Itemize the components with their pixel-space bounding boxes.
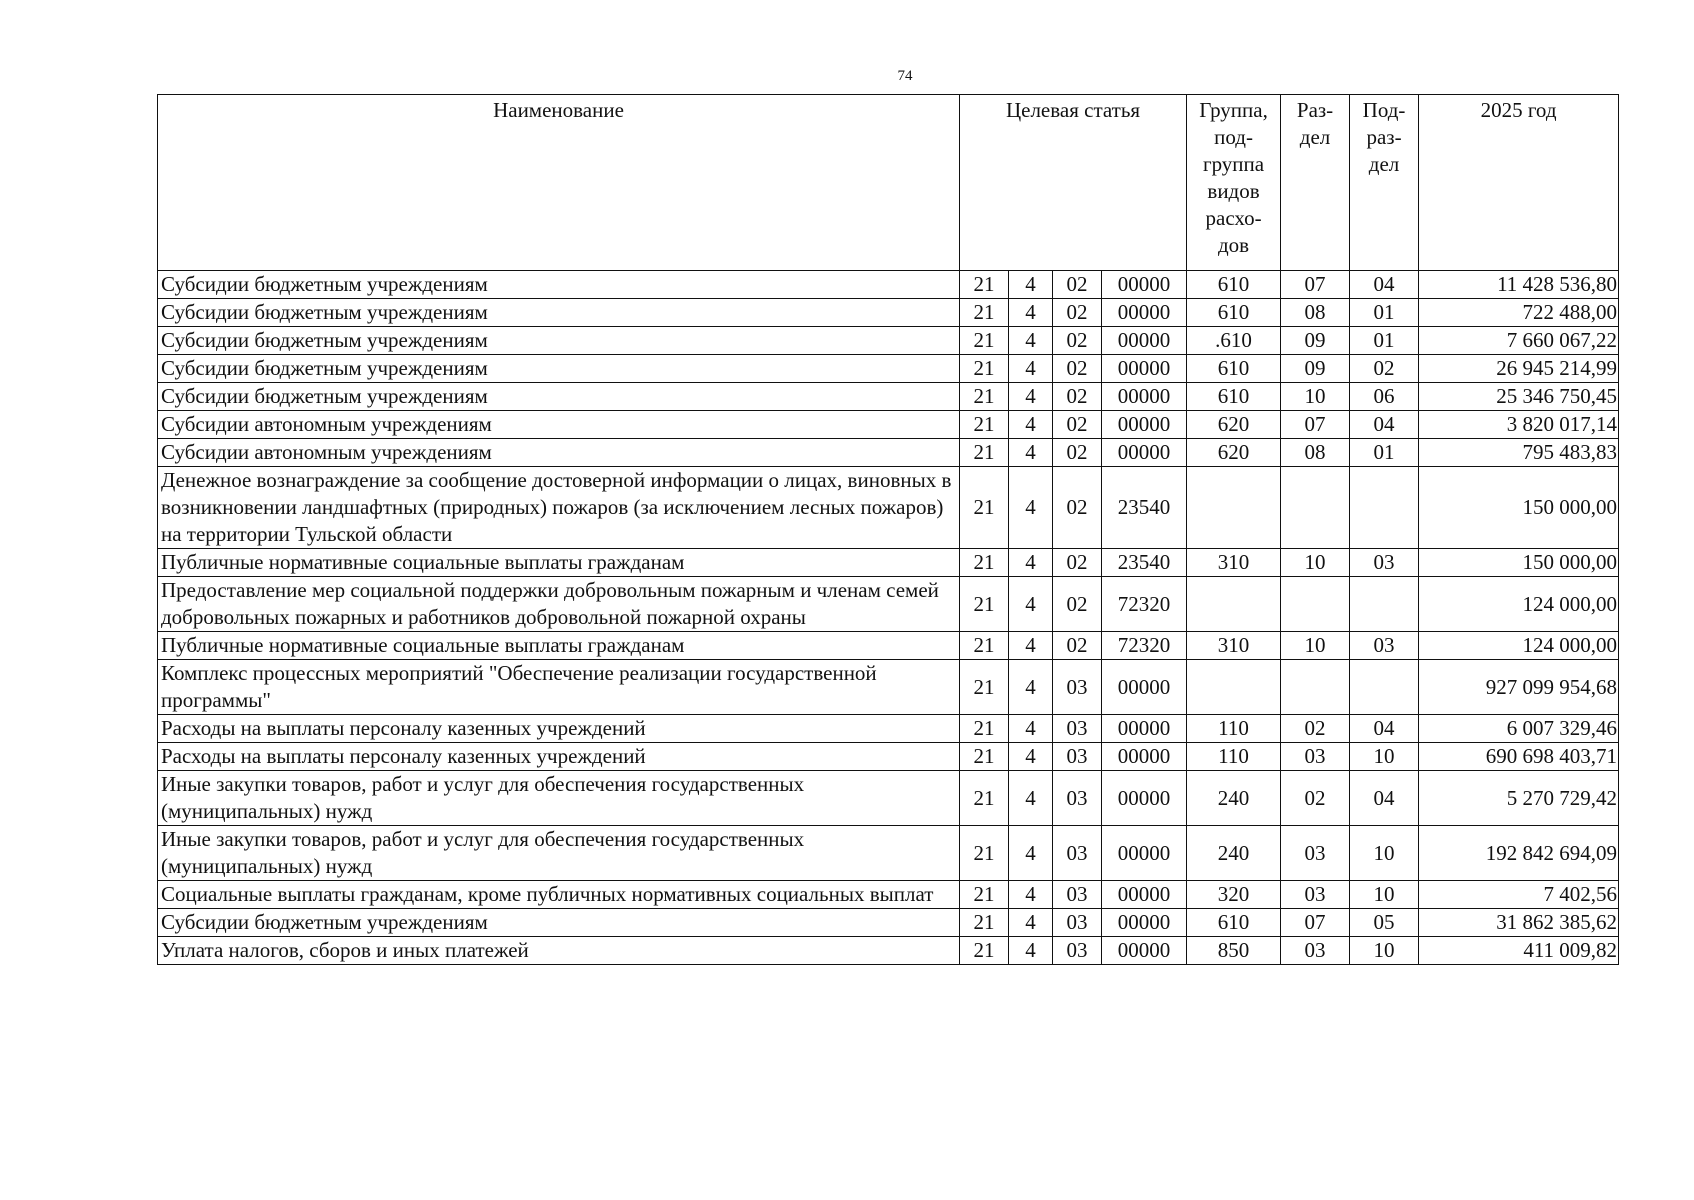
row-expense-group: 310: [1187, 632, 1281, 660]
row-target-complex: 02: [1053, 299, 1102, 327]
row-name: Субсидии бюджетным учреждениям: [158, 383, 960, 411]
row-target-program: 21: [960, 355, 1009, 383]
row-name: Предоставление мер социальной поддержки добровольным пожарным и членам семей добровольных пожарных и работников добровольной пожарной охраны: [158, 577, 960, 632]
header-subsection: Под- раз- дел: [1350, 95, 1419, 271]
row-target-direction: 00000: [1102, 937, 1187, 965]
row-target-type: 4: [1009, 411, 1053, 439]
table-row: [158, 299, 1619, 327]
row-target-type: 4: [1009, 909, 1053, 937]
row-target-complex: 02: [1053, 549, 1102, 577]
table-row: [158, 909, 1619, 937]
table-row: [158, 355, 1619, 383]
row-target-type: 4: [1009, 299, 1053, 327]
row-target-program: 21: [960, 937, 1009, 965]
row-expense-group: 610: [1187, 383, 1281, 411]
row-subsection: 01: [1350, 439, 1419, 467]
row-target-complex: 02: [1053, 383, 1102, 411]
row-target-complex: 03: [1053, 660, 1102, 715]
table-row: [158, 660, 1619, 715]
row-name: Комплекс процессных мероприятий "Обеспечение реализации государственной программы": [158, 660, 960, 715]
row-expense-group: 610: [1187, 299, 1281, 327]
table-row: [158, 383, 1619, 411]
table-header-row: [158, 95, 1619, 271]
row-target-type: 4: [1009, 355, 1053, 383]
row-name: Субсидии бюджетным учреждениям: [158, 327, 960, 355]
row-amount: 3 820 017,14: [1419, 411, 1619, 439]
row-subsection: 05: [1350, 909, 1419, 937]
header-name: Наименование: [158, 95, 960, 271]
row-expense-group: 620: [1187, 411, 1281, 439]
row-target-type: 4: [1009, 937, 1053, 965]
row-target-program: 21: [960, 577, 1009, 632]
row-target-type: 4: [1009, 715, 1053, 743]
row-target-direction: 00000: [1102, 327, 1187, 355]
row-target-direction: 00000: [1102, 355, 1187, 383]
row-expense-group: .610: [1187, 327, 1281, 355]
row-expense-group: 610: [1187, 909, 1281, 937]
row-target-direction: 00000: [1102, 299, 1187, 327]
row-target-complex: 03: [1053, 771, 1102, 826]
table-row: [158, 937, 1619, 965]
row-target-direction: 00000: [1102, 411, 1187, 439]
row-target-direction: 00000: [1102, 881, 1187, 909]
row-target-direction: 00000: [1102, 715, 1187, 743]
row-target-program: 21: [960, 439, 1009, 467]
row-amount: 26 945 214,99: [1419, 355, 1619, 383]
row-amount: 6 007 329,46: [1419, 715, 1619, 743]
row-amount: 192 842 694,09: [1419, 826, 1619, 881]
row-target-type: 4: [1009, 660, 1053, 715]
row-section: 10: [1281, 383, 1350, 411]
row-target-type: 4: [1009, 577, 1053, 632]
row-subsection: [1350, 660, 1419, 715]
table-row: [158, 632, 1619, 660]
row-target-program: 21: [960, 549, 1009, 577]
table-body: [158, 271, 1619, 965]
row-subsection: 04: [1350, 411, 1419, 439]
row-target-type: 4: [1009, 632, 1053, 660]
row-target-program: 21: [960, 299, 1009, 327]
row-section: [1281, 467, 1350, 549]
row-section: 09: [1281, 355, 1350, 383]
row-name: Социальные выплаты гражданам, кроме публичных нормативных социальных выплат: [158, 881, 960, 909]
row-subsection: 10: [1350, 937, 1419, 965]
row-target-complex: 02: [1053, 271, 1102, 299]
header-section: Раз- дел: [1281, 95, 1350, 271]
table-row: [158, 549, 1619, 577]
row-target-type: 4: [1009, 743, 1053, 771]
row-target-program: 21: [960, 271, 1009, 299]
row-expense-group: 310: [1187, 549, 1281, 577]
row-amount: 150 000,00: [1419, 467, 1619, 549]
table-row: [158, 467, 1619, 549]
row-amount: 5 270 729,42: [1419, 771, 1619, 826]
row-target-program: 21: [960, 632, 1009, 660]
row-amount: 411 009,82: [1419, 937, 1619, 965]
row-expense-group: [1187, 577, 1281, 632]
row-target-complex: 03: [1053, 881, 1102, 909]
row-target-program: 21: [960, 881, 1009, 909]
row-section: [1281, 660, 1350, 715]
row-name: Субсидии бюджетным учреждениям: [158, 355, 960, 383]
row-target-complex: 03: [1053, 715, 1102, 743]
row-subsection: 04: [1350, 771, 1419, 826]
row-section: 03: [1281, 826, 1350, 881]
row-target-direction: 00000: [1102, 660, 1187, 715]
row-amount: 124 000,00: [1419, 632, 1619, 660]
row-subsection: [1350, 577, 1419, 632]
row-target-type: 4: [1009, 881, 1053, 909]
row-target-program: 21: [960, 327, 1009, 355]
row-target-complex: 02: [1053, 467, 1102, 549]
row-target-type: 4: [1009, 271, 1053, 299]
row-target-direction: 23540: [1102, 549, 1187, 577]
budget-table: [157, 94, 1619, 965]
row-target-type: 4: [1009, 771, 1053, 826]
row-name: Субсидии бюджетным учреждениям: [158, 271, 960, 299]
row-section: 10: [1281, 632, 1350, 660]
row-section: 03: [1281, 881, 1350, 909]
row-target-complex: 02: [1053, 632, 1102, 660]
row-amount: 927 099 954,68: [1419, 660, 1619, 715]
row-subsection: [1350, 467, 1419, 549]
row-target-complex: 02: [1053, 411, 1102, 439]
row-name: Субсидии бюджетным учреждениям: [158, 909, 960, 937]
row-target-program: 21: [960, 383, 1009, 411]
row-subsection: 06: [1350, 383, 1419, 411]
row-target-direction: 72320: [1102, 632, 1187, 660]
row-expense-group: 610: [1187, 271, 1281, 299]
row-target-complex: 03: [1053, 826, 1102, 881]
row-target-type: 4: [1009, 549, 1053, 577]
row-expense-group: 610: [1187, 355, 1281, 383]
row-amount: 795 483,83: [1419, 439, 1619, 467]
row-target-type: 4: [1009, 439, 1053, 467]
row-target-type: 4: [1009, 826, 1053, 881]
header-expense-group: Группа, под- группа видов расхо- дов: [1187, 95, 1281, 271]
row-amount: 124 000,00: [1419, 577, 1619, 632]
row-target-direction: 00000: [1102, 909, 1187, 937]
row-expense-group: 110: [1187, 715, 1281, 743]
row-target-type: 4: [1009, 383, 1053, 411]
row-section: 07: [1281, 271, 1350, 299]
row-section: 08: [1281, 299, 1350, 327]
row-subsection: 10: [1350, 826, 1419, 881]
row-target-program: 21: [960, 411, 1009, 439]
row-expense-group: 240: [1187, 771, 1281, 826]
table-row: [158, 743, 1619, 771]
page-number: 74: [897, 68, 913, 84]
row-name: Уплата налогов, сборов и иных платежей: [158, 937, 960, 965]
row-section: 03: [1281, 743, 1350, 771]
row-target-direction: 23540: [1102, 467, 1187, 549]
row-subsection: 04: [1350, 271, 1419, 299]
row-name: Денежное вознаграждение за сообщение достоверной информации о лицах, виновных в возникновении ландшафтных (природных) пожаров (за исключением лесных пожаров) на территории Тульской области: [158, 467, 960, 549]
header-target-article: Целевая статья: [960, 95, 1187, 271]
row-target-type: 4: [1009, 327, 1053, 355]
row-target-direction: 00000: [1102, 826, 1187, 881]
row-target-direction: 00000: [1102, 743, 1187, 771]
row-subsection: 02: [1350, 355, 1419, 383]
row-amount: 722 488,00: [1419, 299, 1619, 327]
row-name: Публичные нормативные социальные выплаты гражданам: [158, 632, 960, 660]
row-expense-group: 850: [1187, 937, 1281, 965]
row-target-direction: 00000: [1102, 271, 1187, 299]
row-name: Субсидии бюджетным учреждениям: [158, 299, 960, 327]
row-target-complex: 02: [1053, 327, 1102, 355]
row-subsection: 10: [1350, 743, 1419, 771]
row-subsection: 10: [1350, 881, 1419, 909]
row-name: Расходы на выплаты персоналу казенных учреждений: [158, 715, 960, 743]
row-section: 02: [1281, 715, 1350, 743]
row-target-program: 21: [960, 467, 1009, 549]
row-target-complex: 02: [1053, 577, 1102, 632]
row-subsection: 01: [1350, 327, 1419, 355]
row-target-direction: 00000: [1102, 439, 1187, 467]
row-target-program: 21: [960, 909, 1009, 937]
row-expense-group: 240: [1187, 826, 1281, 881]
row-expense-group: 620: [1187, 439, 1281, 467]
table-row: [158, 327, 1619, 355]
row-section: 07: [1281, 411, 1350, 439]
row-amount: 31 862 385,62: [1419, 909, 1619, 937]
row-target-complex: 03: [1053, 909, 1102, 937]
row-amount: 25 346 750,45: [1419, 383, 1619, 411]
row-expense-group: 320: [1187, 881, 1281, 909]
row-section: 02: [1281, 771, 1350, 826]
table-row: [158, 881, 1619, 909]
row-amount: 11 428 536,80: [1419, 271, 1619, 299]
row-amount: 7 402,56: [1419, 881, 1619, 909]
row-name: Публичные нормативные социальные выплаты гражданам: [158, 549, 960, 577]
row-name: Расходы на выплаты персоналу казенных учреждений: [158, 743, 960, 771]
table-row: [158, 411, 1619, 439]
table-row: [158, 271, 1619, 299]
table-row: [158, 439, 1619, 467]
row-name: Иные закупки товаров, работ и услуг для обеспечения государственных (муниципальных) нужд: [158, 771, 960, 826]
row-subsection: 03: [1350, 632, 1419, 660]
row-target-program: 21: [960, 660, 1009, 715]
table-row: [158, 771, 1619, 826]
row-section: 08: [1281, 439, 1350, 467]
row-target-program: 21: [960, 826, 1009, 881]
row-expense-group: [1187, 467, 1281, 549]
row-name: Иные закупки товаров, работ и услуг для обеспечения государственных (муниципальных) нужд: [158, 826, 960, 881]
row-target-complex: 02: [1053, 355, 1102, 383]
table-row: [158, 715, 1619, 743]
row-section: 10: [1281, 549, 1350, 577]
row-target-direction: 72320: [1102, 577, 1187, 632]
row-expense-group: 110: [1187, 743, 1281, 771]
row-expense-group: [1187, 660, 1281, 715]
row-target-complex: 03: [1053, 743, 1102, 771]
row-target-type: 4: [1009, 467, 1053, 549]
row-target-program: 21: [960, 771, 1009, 826]
header-year: 2025 год: [1419, 95, 1619, 271]
row-section: 03: [1281, 937, 1350, 965]
row-target-direction: 00000: [1102, 383, 1187, 411]
row-amount: 690 698 403,71: [1419, 743, 1619, 771]
row-section: 09: [1281, 327, 1350, 355]
row-section: [1281, 577, 1350, 632]
table-row: [158, 577, 1619, 632]
row-target-complex: 03: [1053, 937, 1102, 965]
row-name: Субсидии автономным учреждениям: [158, 411, 960, 439]
row-target-program: 21: [960, 715, 1009, 743]
row-subsection: 03: [1350, 549, 1419, 577]
row-target-program: 21: [960, 743, 1009, 771]
row-amount: 7 660 067,22: [1419, 327, 1619, 355]
row-section: 07: [1281, 909, 1350, 937]
row-amount: 150 000,00: [1419, 549, 1619, 577]
row-name: Субсидии автономным учреждениям: [158, 439, 960, 467]
row-target-complex: 02: [1053, 439, 1102, 467]
row-subsection: 01: [1350, 299, 1419, 327]
row-target-direction: 00000: [1102, 771, 1187, 826]
row-subsection: 04: [1350, 715, 1419, 743]
table-row: [158, 826, 1619, 881]
